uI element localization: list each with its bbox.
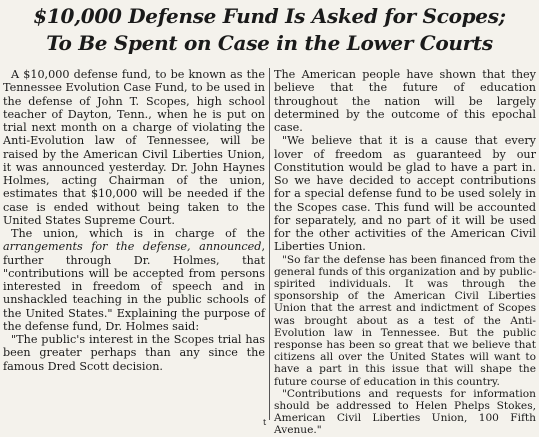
italic-text: arrangements for the defense, announced	[3, 240, 262, 254]
paragraph: "Contributions and requests for information should be addressed to Helen Phelps Stokes, American Civil Liberties Union, 100 Fifth Avenue."	[274, 387, 536, 437]
paragraph: "The public's interest in the Scopes trial has been greater perhaps than any since the famous Dred Scott decision.	[3, 333, 265, 373]
paragraph: A $10,000 defense fund, to be known as the Tennessee Evolution Case Fund, to be used in the defense of John T. Scopes, high school teacher of Dayton, Tenn., when he is put on trial next month on a charge of violating the Anti-Evolution law of Tennessee, will be raised by the American Civil Liberties Union, it was announced yesterday. Dr. John Haynes Holmes, acting Chairman of the union, estimates that $10,000 will be needed if the case is ended without being taken to the United States Supreme Court.	[3, 68, 265, 227]
column-divider	[269, 68, 270, 420]
paragraph-text: , further through Dr. Holmes, that "contributions will be accepted from persons interested in freedom of speech and in unshackled teaching in the public schools of the United States." Explaining the purpose of the defense fund, Dr. Holmes said:	[3, 240, 265, 333]
headline-line-2: To Be Spent on Case in the Lower Courts	[46, 31, 493, 55]
footer-mark: t	[263, 418, 267, 427]
article-body	[3, 68, 536, 437]
paragraph-text: The union, which is in charge of the	[11, 227, 265, 240]
paragraph: "So far the defense has been financed from the general funds of this organization and by public-spirited individuals. It was through the sponsorship of the American Civil Liberties Union that the arrest and indictment of Scopes was brought about as a test of the Anti-Evolution law in Tennessee. But the public response has been so great that we believe that citizens all over the United States will want to have a part in this issue that will shape the future course of education in this country.	[274, 253, 536, 388]
right-column	[274, 68, 536, 437]
paragraph	[3, 227, 265, 333]
paragraph: The American people have shown that they believe that the future of education throughout the nation will be largely determined by the outcome of this epochal case.	[274, 68, 536, 134]
paragraph: "We believe that it is a cause that every lover of freedom as guaranteed by our Constitution would be glad to have a part in. So we have decided to accept contributions for a special defense fund to be used solely in the Scopes case. This fund will be accounted for separately, and no part of it will be used for the other activities of the American Civil Liberties Union.	[274, 134, 536, 254]
headline-line-1: $10,000 Defense Fund Is Asked for Scopes;	[33, 4, 506, 28]
left-column	[3, 68, 265, 423]
